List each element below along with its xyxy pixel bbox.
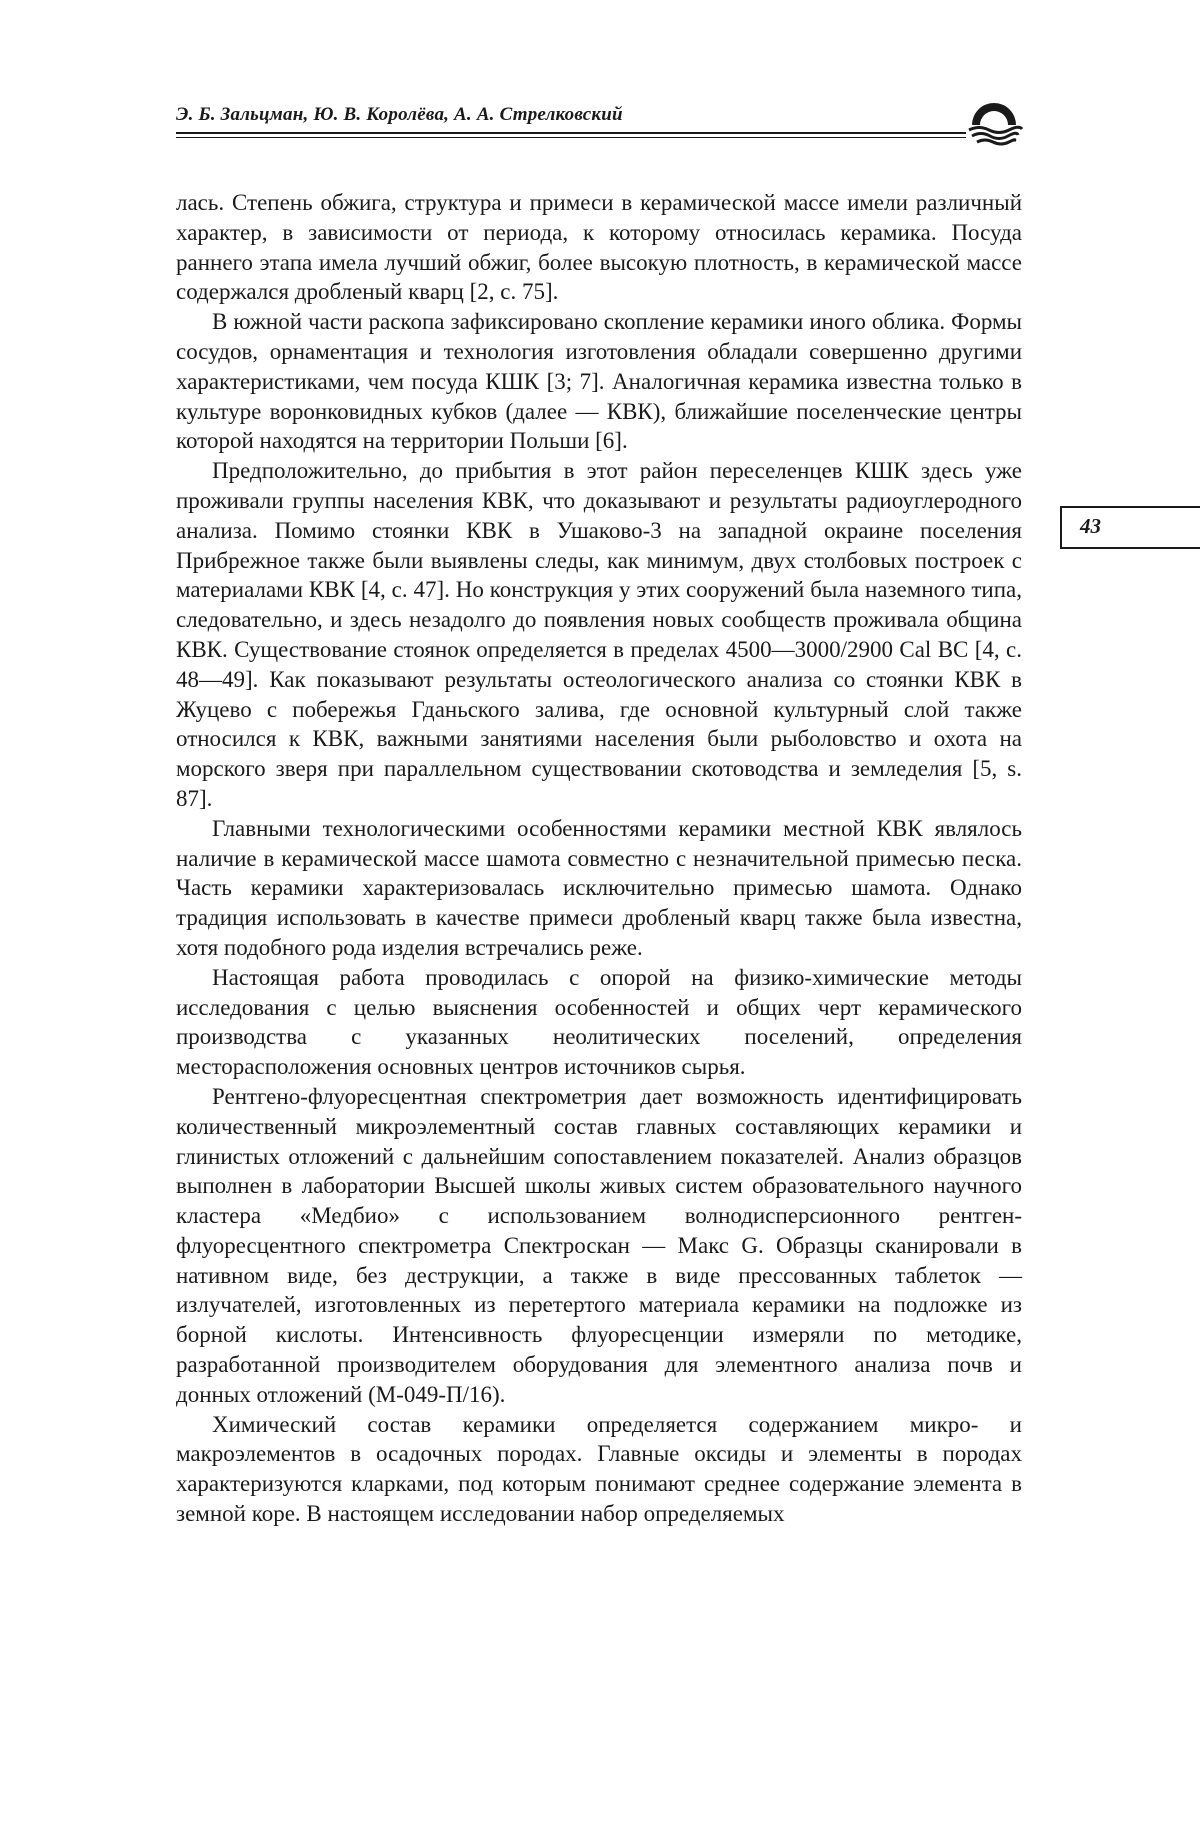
paragraph: Химический состав керамики определяется содержанием микро- и макроэлементов в осадочных породах. Главные оксиды и элементы в породах характеризуются кларками, под которым понимают среднее содержание элемента в земной коре. В настоящем исследовании набор определяемых — [176, 1411, 1022, 1527]
body-text — [176, 188, 1022, 1529]
paragraph: Главными технологическими особенностями керамики местной КВК являлось наличие в керамической массе шамота совместно с незначительной примесью песка. Часть керамики характеризовалась исключительно примесью шамота. Однако традиция использовать в качестве примеси дробленый кварц также была известна, хотя подобного рода изделия встречались реже. — [176, 815, 1022, 960]
paragraph: В южной части раскопа зафиксировано скопление керамики иного облика. Формы сосудов, орнаментация и технология изготовления обладали совершенно другими характеристиками, чем посуда КШК [3; 7]. Аналогичная керамика известна только в культуре воронковидных кубков (далее — КВК), ближайшие поселенческие центры которой находятся на территории Польши [6]. — [176, 309, 1022, 454]
journal-wave-logo-icon — [964, 98, 1024, 158]
header-authors: Э. Б. Зальцман, Ю. В. Королёва, А. А. Стрелковский — [176, 104, 623, 125]
page-number-tab — [1060, 506, 1200, 549]
header-rule-thick — [176, 132, 966, 134]
paragraph: Настоящая работа проводилась с опорой на физико-химические методы исследования с целью выяснения особенностей и общих черт керамического производства с указанных неолитических поселений, определения месторасположения основных центров источников сырья. — [176, 964, 1022, 1080]
page-number: 43 — [1080, 514, 1101, 538]
header-rule-thin — [176, 137, 966, 138]
running-header — [176, 104, 1021, 150]
paragraph: лась. Степень обжига, структура и примеси в керамической массе имели различный характер, в зависимости от периода, к которому относилась керамика. Посуда раннего этапа имела лучший обжиг, более высокую плотность, в керамической массе содержался дробленый кварц [2, с. 75]. — [176, 190, 1022, 305]
paragraph: Рентгено-флуоресцентная спектрометрия дает возможность идентифицировать количественный микроэлементный состав главных составляющих керамики и глинистых отложений с дальнейшим сопоставлением показателей. Анализ образцов выполнен в лаборатории Высшей школы живых систем образовательного научного кластера «Медбио» с использованием волнодисперсионного рентген-флуоресцентного спектрометра Спектроскан — Макс G. Образцы сканировали в нативном виде, без деструкции, а также в виде прессованных таблеток — излучателей, изготовленных из перетертого материала керамики на подложке из борной кислоты. Интенсивность флуоресценции измеряли по методике, разработанной производителем оборудования для элементного анализа почв и донных отложений (М-049-П/16). — [176, 1083, 1022, 1407]
paragraph: Предположительно, до прибытия в этот район переселенцев КШК здесь уже проживали группы населения КВК, что доказывают и результаты радиоуглеродного анализа. Помимо стоянки КВК в Ушаково-3 на западной окраине поселения Прибрежное также были выявлены следы, как минимум, двух столбовых построек с материалами КВК [4, с. 47]. Но конструкция у этих сооружений была наземного типа, следовательно, и здесь незадолго до появления новых сообществ проживала община КВК. Существование стоянок определяется в пределах 4500—3000/2900 Cal BC [4, с. 48—49]. Как показывают результаты остеологического анализа со стоянки КВК в Жуцево с побережья Гданьского залива, где основной культурный слой также относился к КВК, важными занятиями населения были рыболовство и охота на морского зверя при параллельном существовании скотоводства и земледелия [5, s. 87]. — [176, 458, 1022, 811]
